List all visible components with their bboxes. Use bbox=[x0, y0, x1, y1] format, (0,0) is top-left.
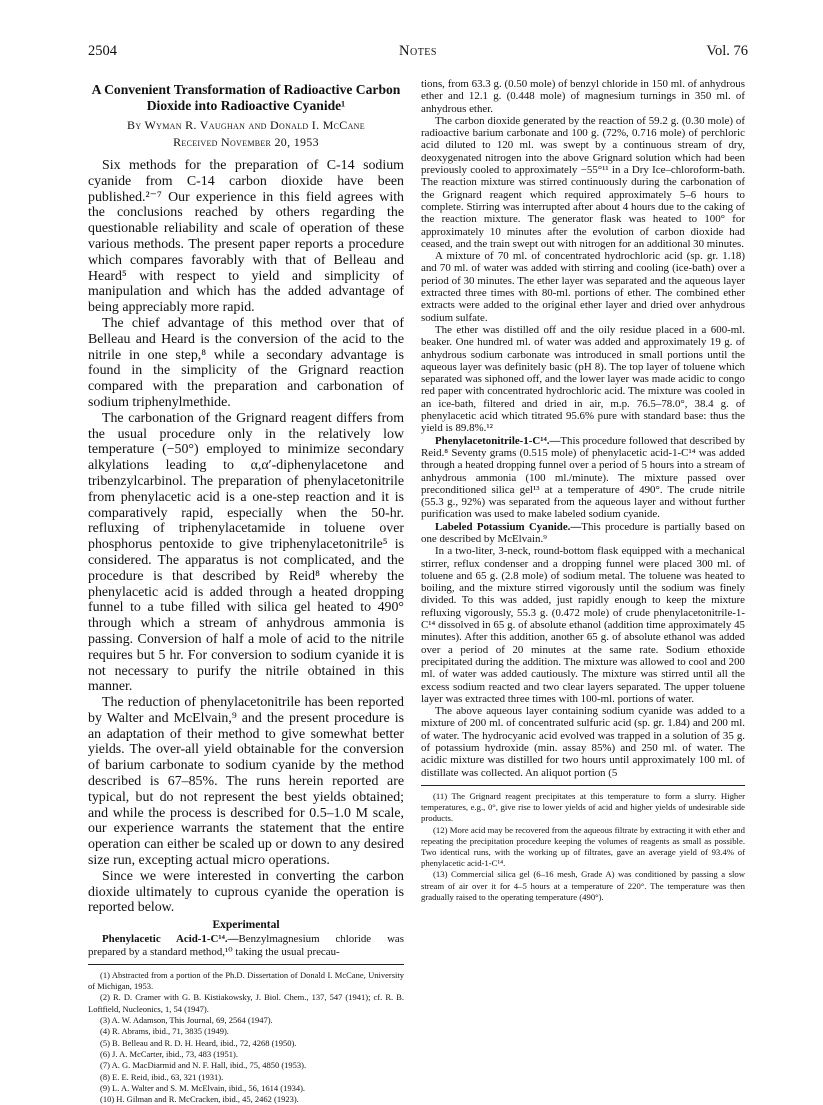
footnote: (4) R. Abrams, ibid., 71, 3835 (1949). bbox=[100, 1026, 229, 1037]
advantage-paragraph: The chief advantage of this method over that of Belleau and Heard is the conversion of the acid to the nitrile in one step,⁸ while a secondary advantage is found in the simplicity of the Grignard reaction compared with the preparation and carbonation of sodium triphenylmethide. bbox=[88, 315, 404, 410]
paragraph-text: This procedure is partially based on one described by McElvain.⁹ bbox=[421, 520, 746, 545]
footnote: (13) Commercial silica gel (6–16 mesh, Grade A) was conditioned by passing a slow stream of air over it for 4–5 hours at a temperature of 220°. The temperature was then gradually raised to the operating temperature (490°). bbox=[421, 869, 745, 902]
received-date: Received November 20, 1953 bbox=[173, 135, 319, 149]
article-byline: By Wyman R. Vaughan and Donald I. McCane bbox=[127, 118, 365, 132]
potassium-cyanide-paragraph bbox=[421, 521, 745, 546]
footnote: (5) B. Belleau and R. D. H. Heard, ibid., 72, 4268 (1950). bbox=[100, 1037, 297, 1048]
phenylacetic-acid-paragraph bbox=[88, 933, 404, 958]
run-in-heading: Labeled Potassium Cyanide.— bbox=[435, 520, 582, 533]
paragraph-text: Benzylmagnesium chloride was prepared by a standard method,¹⁰ taking the usual precau- bbox=[88, 933, 405, 958]
footnote-rule bbox=[88, 964, 404, 965]
right-column bbox=[421, 78, 745, 903]
right-footnotes bbox=[421, 791, 745, 903]
footnote: (7) A. G. MacDiarmid and N. F. Hall, ibid., 75, 4850 (1953). bbox=[100, 1060, 307, 1071]
section-name: Notes bbox=[399, 43, 437, 59]
run-in-heading: Phenylacetonitrile-1-C¹⁴.— bbox=[435, 434, 561, 447]
running-header bbox=[88, 43, 748, 63]
footnote: (1) Abstracted from a portion of the Ph.D. Dissertation of Donald I. McCane, University of Michigan, 1953. bbox=[88, 969, 404, 992]
carbonation-paragraph: The carbonation of the Grignard reagent differs from the usual procedure only in the relatively low temperature (−50°) employed to minimize secondary alkylations leading to α,α′-diphenylacetone and tribenzylcarbinol. The preparation of phenylacetonitrile from phenylacetic acid is a one-step reaction and it is comparatively rapid, especially when the 50-hr. refluxing of triphenylacetamide in toluene over phosphorus pentoxide to give triphenylacetonitrile⁵ is considered. The apparatus is not complicated, and the procedure is that described by Reid⁸ whereby the phenylacetic acid is added through a heated dropping funnel to a tube filled with silica gel heated to 490° through which a stream of anhydrous ammonia is passing. Conversion of half a mole of acid to the nitrile requires but 5 hr. For conversion to sodium cyanide it is not necessary to purify the nitrile obtained in this manner. bbox=[88, 410, 404, 695]
continued-paragraph: tions, from 63.3 g. (0.50 mole) of benzyl chloride in 150 ml. of anhydrous ether and 12.1 g. (0.448 mole) of magnesium turnings in 350 ml. of anhydrous ether. bbox=[421, 78, 745, 115]
left-footnotes bbox=[88, 970, 404, 1105]
ether-distillation-paragraph: The ether was distilled off and the oily residue placed in a 600-ml. beaker. One hundred ml. of water was added and approximately 19 g. of anhydrous sodium carbonate was introduced in small portions until the aqueous layer was definitely basic (pH 8). The top layer of toluene which separated was siphoned off, and the lower layer was made acidic to congo red paper with concentrated hydrochloric acid. The mixture was cooled in an ice-bath, filtered and dried in air, m.p. 76.5–78.0°, 38.4 g. of phenylacetic acid which titrated 95.6% pure with standard base: thus the yield is 89.8%.¹² bbox=[421, 323, 745, 435]
footnote: (6) J. A. McCarter, ibid., 73, 483 (1951). bbox=[100, 1048, 239, 1059]
footnote: (11) The Grignard reagent precipitates at this temperature to form a slurry. Higher temperatures, e.g., 0°, give rise to lower yields of acid and higher yields of undesirable side products. bbox=[421, 790, 745, 824]
run-in-heading: Phenylacetic Acid-1-C¹⁴.— bbox=[102, 933, 239, 946]
acid-mixture-paragraph: A mixture of 70 ml. of concentrated hydrochloric acid (sp. gr. 1.18) and 70 ml. of water was added with stirring and cooling (ice-bath) over a period of 30 minutes. The ether layer was separated and the aqueous layer extracted three times with 80-ml. portions of ether. The combined ether extracts were added to the original ether layer and dried over anhydrous sodium sulfate. bbox=[421, 250, 745, 324]
article-title: A Convenient Transformation of Radioactive Carbon Dioxide into Radioactive Cyanide¹ bbox=[91, 82, 401, 113]
cuprous-paragraph: Since we were interested in converting the carbon dioxide ultimately to cuprous cyanide the operation is reported below. bbox=[88, 868, 404, 916]
footnote: (2) R. D. Cramer with G. B. Kistiakowsky, J. Biol. Chem., 137, 547 (1941); cf. R. B. Loftfield, Nucleonics, 1, 54 (1947). bbox=[88, 992, 404, 1014]
footnote: (12) More acid may be recovered from the aqueous filtrate by extracting it with ether and repeating the precipitation procedure keeping the volumes of reagents as small as possible. Two identical runs, with the working up of filtrates, gave an average yield of 93.4% of phenylacetic acid-1-C¹⁴. bbox=[421, 824, 745, 869]
aqueous-layer-paragraph: The above aqueous layer containing sodium cyanide was added to a mixture of 200 ml. of concentrated sulfuric acid (sp. gr. 1.84) and 200 ml. of water. The hydrocyanic acid evolved was trapped in a solution of 35 g. of potassium hydroxide (min. assay 85%) and 250 ml. of water. The acidic mixture was distilled for two hours until approximately 100 ml. of distillate was collected. An aliquot portion (5 bbox=[421, 705, 745, 779]
left-column bbox=[88, 78, 404, 1105]
paragraph-text: This procedure followed that described by Reid.⁸ Seventy grams (0.515 mole) of phenylacetic acid-1-C¹⁴ was added through a heated dropping funnel over a period of 5 hours into a stream of anhydrous ammonia (100 ml./minute). The mixture passed over preconditioned silica gel¹³ at a temperature of 490°. The crude nitrile (55.3 g., 92%) was separated from the aqueous layer and without further purification was used to make labeled sodium cyanide. bbox=[421, 434, 745, 521]
footnote-rule bbox=[421, 785, 745, 786]
footnote: (8) E. E. Reid, ibid., 63, 321 (1931). bbox=[100, 1071, 224, 1082]
reduction-paragraph: The reduction of phenylacetonitrile has been reported by Walter and McElvain,⁹ and the present procedure is an adaptation of their method to give somewhat better yields. The over-all yield obtainable for the conversion of barium carbonate to sodium cyanide by the method described is 67–85%. The runs herein reported are typical, but do not represent the best yields obtained; and while the process is described for 0.5–1.0 M scale, our experience warrants the statement that the entire operation can either be scaled up or down to any desired size run, excepting actual micro operations. bbox=[88, 695, 404, 869]
footnote: (9) L. A. Walter and S. M. McElvain, ibid., 56, 1614 (1934). bbox=[100, 1082, 306, 1093]
experimental-heading: Experimental bbox=[212, 919, 280, 932]
footnote: (10) H. Gilman and R. McCracken, ibid., 45, 2462 (1923). bbox=[100, 1094, 299, 1105]
phenylacetonitrile-paragraph bbox=[421, 435, 745, 521]
volume-number: Vol. 76 bbox=[706, 43, 748, 59]
flask-procedure-paragraph: In a two-liter, 3-neck, round-bottom flask equipped with a mechanical stirrer, reflux condenser and a dropping funnel were placed 300 ml. of toluene and 65 g. (2.8 mole) of sodium metal. The toluene was heated to boiling, and the mixture stirred vigorously until the sodium was finely divided. To this was added, just rapidly enough to keep the mixture refluxing vigorously, 55.3 g. (0.472 mole) of crude phenylacetonitrile-1-C¹⁴ dissolved in 65 g. of absolute ethanol (addition time approximately 45 minutes). After this addition, another 65 g. of absolute ethanol was added over a period of 20 minutes at the same rate. Sodium ethoxide precipitated during the addition. The mixture was allowed to cool and 200 ml. of water was added cautiously. The mixture was stirred until all the excess sodium reacted and two clear layers separated. The upper toluene layer was extracted three times with 100-ml. portions of water. bbox=[421, 545, 745, 705]
page-number: 2504 bbox=[88, 43, 117, 59]
footnote: (3) A. W. Adamson, This Journal, 69, 2564 (1947). bbox=[100, 1015, 273, 1026]
intro-paragraph: Six methods for the preparation of C-14 sodium cyanide from C-14 carbon dioxide have been published.²⁻⁷ Our experience in this field agrees with the conclusions reached by others regarding the questionable reliability and scale of operation of these various methods. The present paper reports a procedure which compares favorably with that of Belleau and Heard⁵ with respect to yield and simplicity of manipulation and which has the added advantage of being appreciably more rapid. bbox=[88, 158, 404, 316]
carbon-dioxide-paragraph: The carbon dioxide generated by the reaction of 59.2 g. (0.30 mole) of radioactive barium carbonate and 100 g. (72%, 0.716 mole) of perchloric acid diluted to 120 ml. was swept by a continuous stream of dry, deoxygenated nitrogen into the above Grignard solution which had been previously cooled to approximately −55°¹¹ in a Dry Ice–chloroform-bath. The reaction mixture was stirred continuously during the carbonation of the Grignard reagent which required approximately 5–6 hours to complete. Stirring was interrupted after about 4 hours due to the caking of the reaction mixture. The generator flask was heated to 100° for approximately 10 minutes after the evolution of carbon dioxide had ceased, and the train swept out with nitrogen for an additional 30 minutes. bbox=[421, 114, 745, 250]
